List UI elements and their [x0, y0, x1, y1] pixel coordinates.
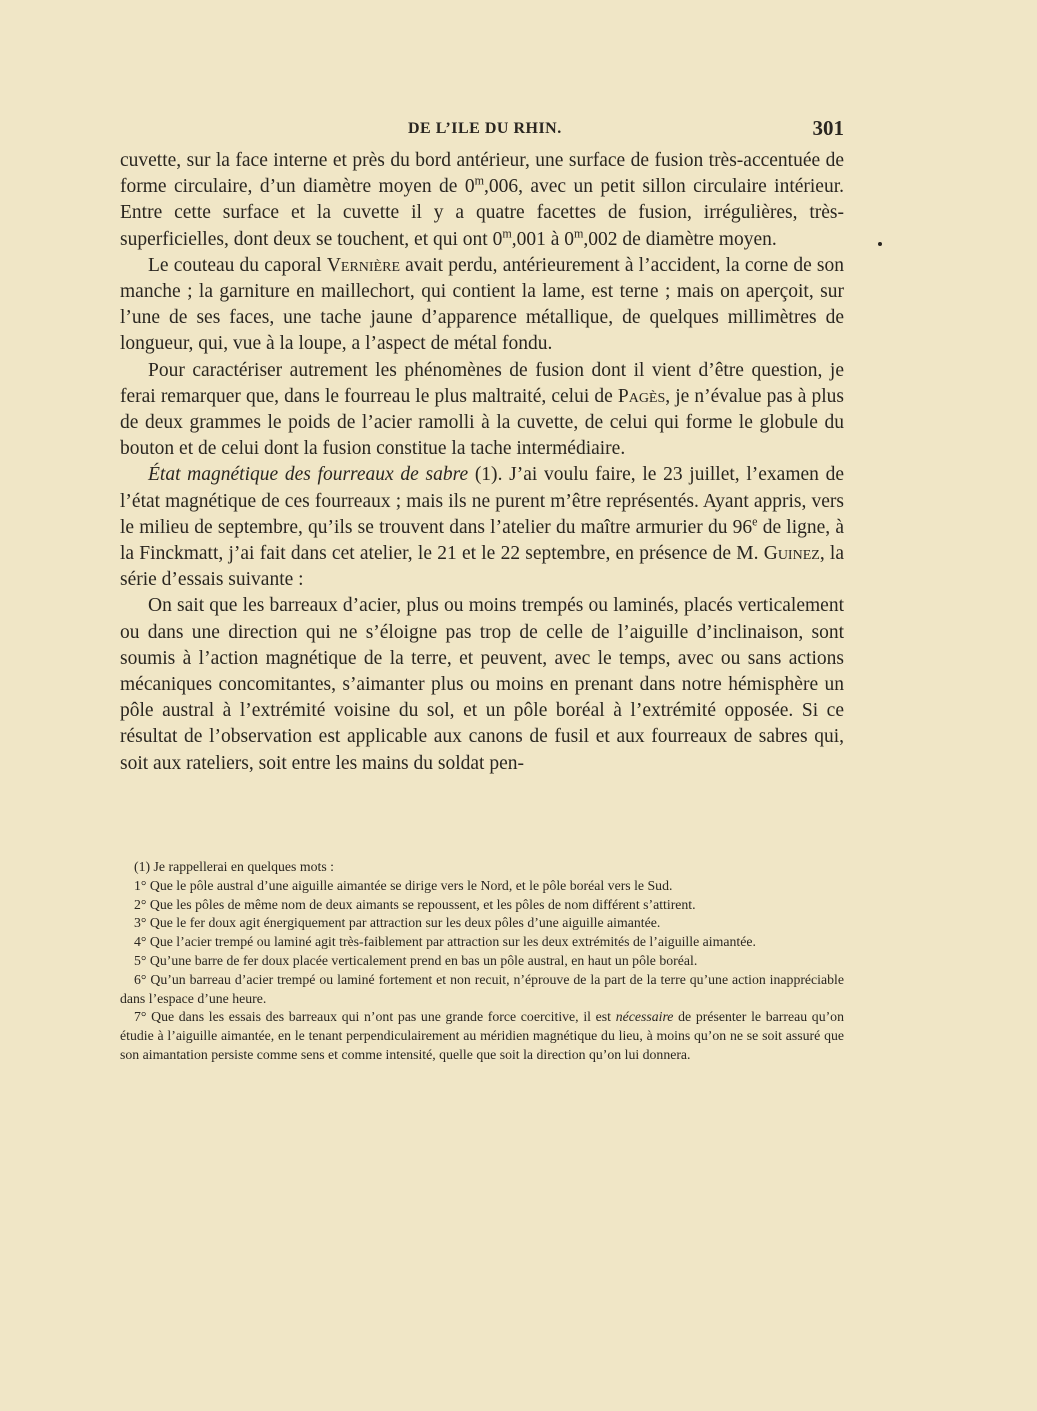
paragraph-4: État magnétique des fourreaux de sabre (1). J’ai voulu faire, le 23 juillet, l’examen de l’état magnétique de ces fourreaux ; mais ils ne purent m’être représentés. Ayant appris, vers le milieu de septembre, qu’ils se trouvent dans l’atelier du maître armurier du 96e de ligne, à la Finckmatt, j’ai fait dans cet atelier, le 21 et le 22 septembre, en présence de M. Guinez, la série d’essais suivante : [120, 464, 844, 591]
person-name: Vernière [326, 254, 400, 276]
paragraph-2: Le couteau du caporal Vernière avait perdu, antérieurement à l’accident, la corne de son manche ; la garniture en maillechort, qui contient la lame, est terne ; mais on aperçoit, sur l’une de ses faces, une tache jaune d’apparence métallique, de quelques millimètres de longueur, qui, vue à la loupe, a l’aspect de métal fondu. [120, 254, 845, 355]
footnote-item: 7° Que dans les essais des barreaux qui n’ont pas une grande force coercitive, il est nécessaire de présenter le barreau qu’on étudie à l’aiguille aimantée, en le tenant perpendiculairement au méridien magnétique du lieu, à moins qu’on ne se soit assuré que son aimantation persiste comme sens et comme intensité, quelle que soit la direction qu’on lui donnera. [120, 1009, 844, 1062]
page-header [120, 116, 844, 144]
person-name: Guinez [763, 543, 820, 565]
footnote-item: 4° Que l’acier trempé ou laminé agit très-faiblement par attraction sur les deux extrémités de l’aiguille aimantée. [134, 934, 756, 950]
page-number: 301 [812, 116, 844, 140]
paragraph-3: Pour caractériser autrement les phénomènes de fusion dont il vient d’être question, je ferai remarquer que, dans le fourreau le plus maltraité, celui de Pagès, je n’évalue pas à plus de deux grammes le poids de l’acier ramolli à la cuvette, de celui qui forme le globule du bouton et de celui dont la fusion constitue la tache intermédiaire. [120, 359, 844, 460]
paragraph-1: cuvette, sur la face interne et près du bord antérieur, une surface de fusion très-accentuée de forme circulaire, d’un diamètre moyen de 0$^m$,006, avec un petit sillon circulaire intérieur. Entre cette surface et la cuvette il y a quatre facettes de fusion, irrégulières, très-superficielles, dont deux se touchent, et qui ont 0$^m$,001 à 0$^m$,002 de diamètre moyen. [120, 150, 844, 250]
main-text [120, 148, 844, 777]
footnote-item: 2° Que les pôles de même nom de deux aimants se repoussent, et les pôles de nom différent s’attirent. [134, 896, 696, 912]
footnotes [120, 858, 844, 1065]
footnote-item: 1° Que le pôle austral d’une aiguille aimantée se dirige vers le Nord, et le pôle boréal vers le Sud. [134, 877, 673, 893]
margin-mark [878, 242, 882, 246]
footnote-ref: (1) [474, 464, 498, 486]
running-title: DE L’ILE DU RHIN. [408, 120, 562, 137]
footnote-item: 5° Qu’une barre de fer doux placée verticalement prend en bas un pôle austral, en haut un pôle boréal. [134, 952, 698, 968]
paragraph-5: On sait que les barreaux d’acier, plus ou moins trempés ou laminés, placés verticalement ou dans une direction qui ne s’éloigne pas trop de celle de l’aiguille d’inclinaison, sont soumis à l’action magnétique de la terre, et peuvent, avec le temps, avec ou sans actions mécaniques concomitantes, s’aimanter plus ou moins en prenant dans notre hémisphère un pôle austral à l’extrémité voisine du sol, et un pôle boréal à l’extrémité opposée. Si ce résultat de l’observation est applicable aux canons de fusil et aux fourreaux de sabres qui, soit aux rateliers, soit entre les mains du soldat pen- [120, 595, 844, 774]
section-heading: État magnétique des fourreaux de sabre [148, 464, 469, 486]
person-name: Pagès [617, 385, 666, 407]
footnote-item: 6° Qu’un barreau d’acier trempé ou laminé fortement et non recuit, n’éprouve de la part de la terre qu’une action inappréciable dans l’espace d’une heure. [120, 971, 844, 1006]
footnote-item: 3° Que le fer doux agit énergiquement par attraction sur les deux pôles d’une aiguille aimantée. [134, 915, 661, 931]
footnote-intro: (1) Je rappellerai en quelques mots : [134, 859, 334, 874]
